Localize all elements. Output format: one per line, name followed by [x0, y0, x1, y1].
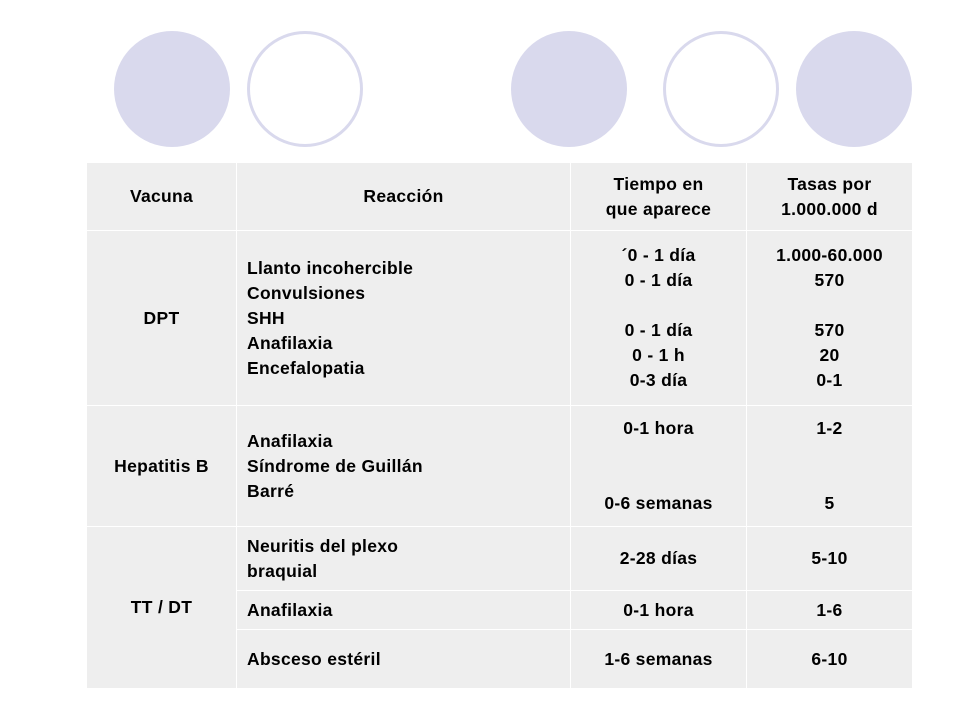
cell-tiempo-tt-dt-1: 2-28 días	[571, 527, 747, 591]
table-header-row	[87, 163, 913, 231]
table-row-hepatitis-b	[87, 406, 913, 527]
table-row-tt-dt-1	[87, 527, 913, 591]
vaccine-reactions-table	[86, 162, 913, 689]
cell-reaccion-hepatitis-b: Anafilaxia Síndrome de Guillán Barré	[237, 406, 571, 527]
cell-vacuna-dpt: DPT	[87, 231, 237, 406]
header-tasas: Tasas por 1.000.000 d	[747, 163, 913, 231]
cell-tasas-tt-dt-3: 6-10	[747, 630, 913, 689]
cell-tasas-tt-dt-1: 5-10	[747, 527, 913, 591]
decorative-circle-filled-2	[511, 31, 627, 147]
cell-tiempo-tt-dt-3: 1-6 semanas	[571, 630, 747, 689]
cell-tiempo-tt-dt-2: 0-1 hora	[571, 591, 747, 630]
decorative-circle-filled-3	[796, 31, 912, 147]
cell-reaccion-tt-dt-1: Neuritis del plexo braquial	[237, 527, 571, 591]
decorative-circle-outline-2	[663, 31, 779, 147]
table-row-dpt	[87, 231, 913, 406]
cell-tiempo-hepatitis-b: 0-1 hora 0-6 semanas	[571, 406, 747, 527]
decorative-circle-filled-1	[114, 31, 230, 147]
cell-reaccion-dpt: Llanto incohercible Convulsiones SHH Anafilaxia Encefalopatia	[237, 231, 571, 406]
header-reaccion: Reacción	[237, 163, 571, 231]
cell-tasas-hepatitis-b: 1-2 5	[747, 406, 913, 527]
header-tiempo: Tiempo en que aparece	[571, 163, 747, 231]
cell-vacuna-tt-dt: TT / DT	[87, 527, 237, 689]
cell-reaccion-tt-dt-3: Absceso estéril	[237, 630, 571, 689]
cell-tasas-dpt: 1.000-60.000 570 570 20 0-1	[747, 231, 913, 406]
cell-tiempo-dpt: ´0 - 1 día 0 - 1 día 0 - 1 día 0 - 1 h 0-3 día	[571, 231, 747, 406]
decorative-circle-outline-1	[247, 31, 363, 147]
cell-vacuna-hepatitis-b: Hepatitis B	[87, 406, 237, 527]
cell-tasas-tt-dt-2: 1-6	[747, 591, 913, 630]
cell-reaccion-tt-dt-2: Anafilaxia	[237, 591, 571, 630]
header-vacuna: Vacuna	[87, 163, 237, 231]
